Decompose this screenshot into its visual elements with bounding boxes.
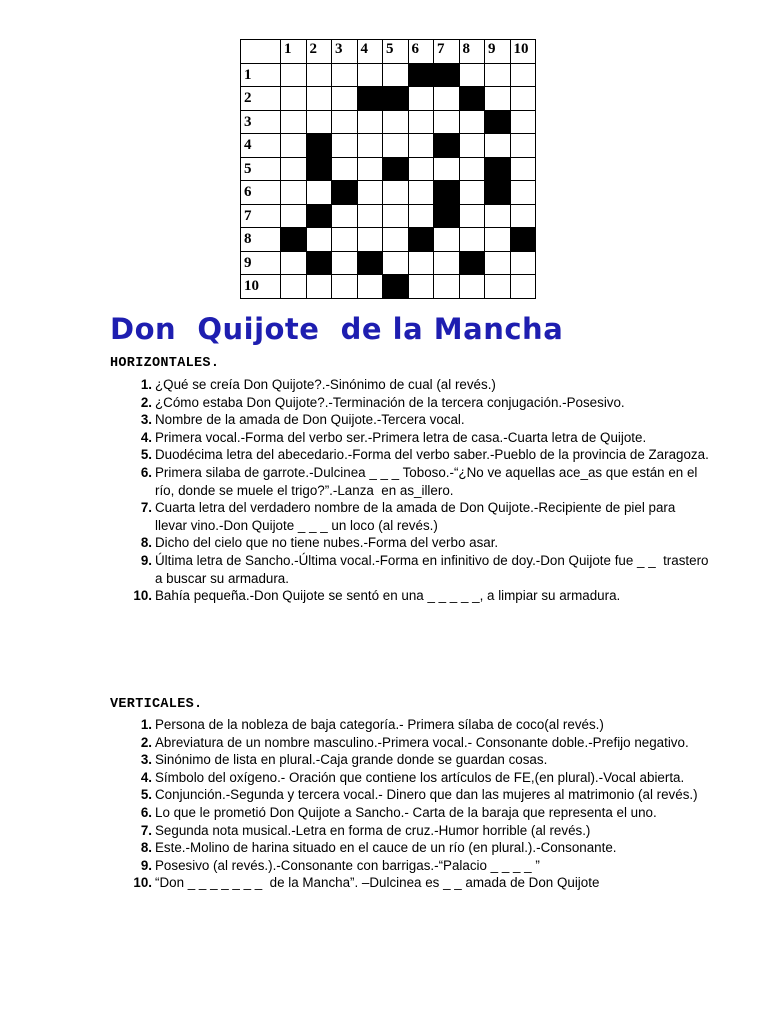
clue-text: Lo que le prometió Don Quijote a Sancho.- Carta de la baraja que representa el uno. — [155, 804, 657, 820]
column-number: 1 — [281, 40, 307, 64]
white-cell[interactable] — [357, 181, 383, 205]
white-cell[interactable] — [306, 275, 332, 299]
white-cell[interactable] — [434, 157, 460, 181]
white-cell[interactable] — [357, 275, 383, 299]
column-number: 9 — [485, 40, 511, 64]
clue-number: 6. — [140, 804, 152, 820]
black-cell — [485, 110, 511, 134]
clue-number: 2. — [140, 394, 152, 410]
black-cell — [306, 204, 332, 228]
clue-text: “Don _ _ _ _ _ _ _ de la Mancha”. –Dulcinea es _ _ amada de Don Quijote — [155, 875, 600, 891]
white-cell[interactable] — [332, 251, 358, 275]
white-cell[interactable] — [281, 275, 307, 299]
clue-text: Sinónimo de lista en plural.-Caja grande donde se guardan cosas. — [155, 752, 548, 768]
white-cell[interactable] — [357, 228, 383, 252]
vertical-clue — [110, 839, 700, 857]
white-cell[interactable] — [408, 251, 434, 275]
clue-text: ¿Cómo estaba Don Quijote?.-Terminación de la tercera conjugación.-Posesivo. — [155, 394, 625, 410]
white-cell[interactable] — [383, 251, 409, 275]
clue-number: 1. — [140, 717, 152, 732]
white-cell[interactable] — [332, 134, 358, 158]
clue-text: ¿Qué se creía Don Quijote?.-Sinónimo de cual (al revés.) — [155, 377, 496, 392]
white-cell[interactable] — [510, 110, 536, 134]
grid-corner-cell — [241, 40, 281, 64]
vertical-clue — [110, 874, 700, 892]
column-number: 5 — [383, 40, 409, 64]
white-cell[interactable] — [485, 228, 511, 252]
black-cell — [434, 134, 460, 158]
vertical-clue — [110, 822, 700, 840]
white-cell[interactable] — [281, 251, 307, 275]
clue-text: Última letra de Sancho.-Última vocal.-Forma en infinitivo de doy.-Don Quijote fue _ _ trastero a buscar su armadura. — [155, 552, 713, 586]
horizontal-clue — [110, 376, 710, 394]
white-cell[interactable] — [459, 204, 485, 228]
vertical-clue — [110, 857, 700, 875]
white-cell[interactable] — [434, 228, 460, 252]
clue-text: Persona de la nobleza de baja categoría.- Primera sílaba de coco(al revés.) — [155, 717, 604, 732]
horizontal-clue — [110, 464, 710, 499]
white-cell[interactable] — [485, 275, 511, 299]
white-cell[interactable] — [383, 110, 409, 134]
vertical-clue — [110, 734, 700, 752]
white-cell[interactable] — [485, 251, 511, 275]
horizontal-clue — [110, 552, 713, 587]
clue-text: Abreviatura de un nombre masculino.-Primera vocal.- Consonante doble.-Prefijo negativo. — [155, 734, 689, 750]
white-cell[interactable] — [485, 134, 511, 158]
row-number: 1 — [241, 63, 281, 87]
white-cell[interactable] — [306, 228, 332, 252]
grid-row — [241, 110, 536, 134]
white-cell[interactable] — [408, 134, 434, 158]
white-cell[interactable] — [332, 228, 358, 252]
grid-row — [241, 87, 536, 111]
clue-number: 5. — [140, 447, 152, 463]
white-cell[interactable] — [510, 251, 536, 275]
white-cell[interactable] — [408, 87, 434, 111]
clue-number: 8. — [140, 840, 152, 856]
horizontal-clue — [110, 499, 710, 534]
clue-text: Primera silaba de garrote.-Dulcinea _ _ _ Toboso.-“¿No ve aquellas ace_as que están en el río, donde se muele el trigo?”.-Lanza en as_illero. — [155, 464, 702, 498]
white-cell[interactable] — [306, 181, 332, 205]
row-number: 9 — [241, 251, 281, 275]
white-cell[interactable] — [281, 87, 307, 111]
black-cell — [510, 228, 536, 252]
white-cell[interactable] — [408, 157, 434, 181]
vertical-clue — [110, 716, 700, 734]
white-cell[interactable] — [459, 63, 485, 87]
horizontales-list — [110, 376, 713, 605]
white-cell[interactable] — [281, 204, 307, 228]
clue-number: 7. — [140, 500, 152, 516]
column-number: 2 — [306, 40, 332, 64]
white-cell[interactable] — [434, 275, 460, 299]
black-cell — [459, 251, 485, 275]
white-cell[interactable] — [332, 204, 358, 228]
white-cell[interactable] — [306, 110, 332, 134]
white-cell[interactable] — [510, 157, 536, 181]
black-cell — [434, 204, 460, 228]
column-number: 3 — [332, 40, 358, 64]
column-number: 6 — [408, 40, 434, 64]
grid-row — [241, 275, 536, 299]
black-cell — [434, 181, 460, 205]
clue-text: Segunda nota musical.-Letra en forma de cruz.-Humor horrible (al revés.) — [155, 822, 591, 838]
column-number: 10 — [510, 40, 536, 64]
white-cell[interactable] — [357, 204, 383, 228]
vertical-clue — [110, 804, 700, 822]
row-number: 7 — [241, 204, 281, 228]
black-cell — [434, 63, 460, 87]
horizontales-heading: HORIZONTALES. — [110, 356, 220, 371]
white-cell[interactable] — [510, 87, 536, 111]
white-cell[interactable] — [357, 63, 383, 87]
clue-number: 9. — [140, 857, 152, 873]
clue-number: 8. — [140, 535, 152, 551]
vertical-clue — [110, 786, 700, 804]
grid-row — [241, 228, 536, 252]
row-number: 8 — [241, 228, 281, 252]
white-cell[interactable] — [357, 110, 383, 134]
white-cell[interactable] — [459, 275, 485, 299]
clue-number: 4. — [140, 769, 152, 785]
white-cell[interactable] — [306, 87, 332, 111]
row-number: 6 — [241, 181, 281, 205]
clue-number: 2. — [140, 734, 152, 750]
black-cell — [306, 251, 332, 275]
white-cell[interactable] — [383, 134, 409, 158]
black-cell — [357, 251, 383, 275]
white-cell[interactable] — [383, 204, 409, 228]
white-cell[interactable] — [408, 110, 434, 134]
vertical-clue — [110, 769, 700, 787]
black-cell — [459, 87, 485, 111]
white-cell[interactable] — [383, 63, 409, 87]
clue-text: Símbolo del oxígeno.- Oración que contiene los artículos de FE,(en plural).-Vocal abierta. — [155, 769, 685, 785]
white-cell[interactable] — [332, 63, 358, 87]
clue-number: 1. — [140, 377, 152, 392]
grid-row — [241, 134, 536, 158]
black-cell — [485, 157, 511, 181]
white-cell[interactable] — [408, 181, 434, 205]
white-cell[interactable] — [383, 228, 409, 252]
clue-text: Este.-Molino de harina situado en el cauce de un río (en plural.).-Consonante. — [155, 840, 617, 856]
white-cell[interactable] — [510, 275, 536, 299]
column-number: 8 — [459, 40, 485, 64]
white-cell[interactable] — [459, 110, 485, 134]
white-cell[interactable] — [281, 110, 307, 134]
white-cell[interactable] — [434, 110, 460, 134]
clue-text: Nombre de la amada de Don Quijote.-Tercera vocal. — [155, 412, 465, 428]
white-cell[interactable] — [332, 157, 358, 181]
white-cell[interactable] — [281, 63, 307, 87]
clue-text: Bahía pequeña.-Don Quijote se sentó en una _ _ _ _ _, a limpiar su armadura. — [155, 588, 621, 604]
clue-text: Posesivo (al revés.).-Consonante con barrigas.-“Palacio _ _ _ _ ” — [155, 857, 540, 873]
clue-number: 5. — [140, 787, 152, 803]
row-number: 2 — [241, 87, 281, 111]
black-cell — [281, 228, 307, 252]
black-cell — [485, 181, 511, 205]
horizontal-clue — [110, 394, 710, 412]
grid-row — [241, 157, 536, 181]
grid-row — [241, 181, 536, 205]
white-cell[interactable] — [332, 87, 358, 111]
horizontal-clue — [110, 446, 710, 464]
row-number: 3 — [241, 110, 281, 134]
black-cell — [408, 63, 434, 87]
white-cell[interactable] — [510, 181, 536, 205]
white-cell[interactable] — [357, 134, 383, 158]
row-number: 5 — [241, 157, 281, 181]
black-cell — [383, 157, 409, 181]
black-cell — [408, 228, 434, 252]
clue-number: 3. — [140, 752, 152, 768]
white-cell[interactable] — [459, 228, 485, 252]
white-cell[interactable] — [281, 157, 307, 181]
grid-header-row — [241, 40, 536, 64]
black-cell — [383, 275, 409, 299]
horizontal-clue — [110, 534, 710, 552]
white-cell[interactable] — [485, 204, 511, 228]
verticales-list — [110, 716, 700, 892]
clue-text: Cuarta letra del verdadero nombre de la amada de Don Quijote.-Recipiente de piel para llevar vino.-Don Quijote _ _ _ un loco (al revés.) — [155, 500, 680, 533]
horizontal-clue — [110, 587, 710, 605]
black-cell — [306, 157, 332, 181]
horizontal-clue — [110, 429, 710, 447]
clue-text: Conjunción.-Segunda y tercera vocal.- Dinero que dan las mujeres al matrimonio (al revés.) — [155, 787, 698, 803]
white-cell[interactable] — [459, 181, 485, 205]
black-cell — [332, 181, 358, 205]
horizontal-clue — [110, 411, 710, 429]
clue-number: 9. — [140, 552, 152, 568]
black-cell — [383, 87, 409, 111]
clue-number: 3. — [140, 412, 152, 428]
clue-number: 10. — [133, 588, 152, 604]
clue-number: 4. — [140, 429, 152, 445]
white-cell[interactable] — [510, 63, 536, 87]
column-number: 4 — [357, 40, 383, 64]
white-cell[interactable] — [408, 204, 434, 228]
grid-row — [241, 204, 536, 228]
white-cell[interactable] — [408, 275, 434, 299]
grid-row — [241, 251, 536, 275]
white-cell[interactable] — [306, 63, 332, 87]
black-cell — [357, 87, 383, 111]
white-cell[interactable] — [434, 87, 460, 111]
row-number: 4 — [241, 134, 281, 158]
page-title: Don Quijote de la Mancha — [110, 312, 564, 346]
clue-text: Dicho del cielo que no tiene nubes.-Forma del verbo asar. — [155, 535, 499, 551]
white-cell[interactable] — [459, 134, 485, 158]
crossword-grid — [240, 39, 536, 299]
vertical-clue — [110, 751, 700, 769]
white-cell[interactable] — [332, 110, 358, 134]
white-cell[interactable] — [332, 275, 358, 299]
white-cell[interactable] — [281, 181, 307, 205]
clue-number: 7. — [140, 822, 152, 838]
white-cell[interactable] — [510, 204, 536, 228]
clue-number: 10. — [133, 875, 152, 891]
clue-text: Primera vocal.-Forma del verbo ser.-Primera letra de casa.-Cuarta letra de Quijote. — [155, 429, 647, 445]
white-cell[interactable] — [281, 134, 307, 158]
clue-number: 6. — [140, 464, 152, 480]
grid-row — [241, 63, 536, 87]
verticales-heading: VERTICALES. — [110, 697, 203, 712]
white-cell[interactable] — [459, 157, 485, 181]
column-number: 7 — [434, 40, 460, 64]
white-cell[interactable] — [383, 181, 409, 205]
white-cell[interactable] — [485, 87, 511, 111]
clue-text: Duodécima letra del abecedario.-Forma del verbo saber.-Pueblo de la provincia de Zaragoza. — [155, 447, 709, 463]
white-cell[interactable] — [510, 134, 536, 158]
white-cell[interactable] — [485, 63, 511, 87]
black-cell — [306, 134, 332, 158]
white-cell[interactable] — [434, 251, 460, 275]
white-cell[interactable] — [357, 157, 383, 181]
row-number: 10 — [241, 275, 281, 299]
